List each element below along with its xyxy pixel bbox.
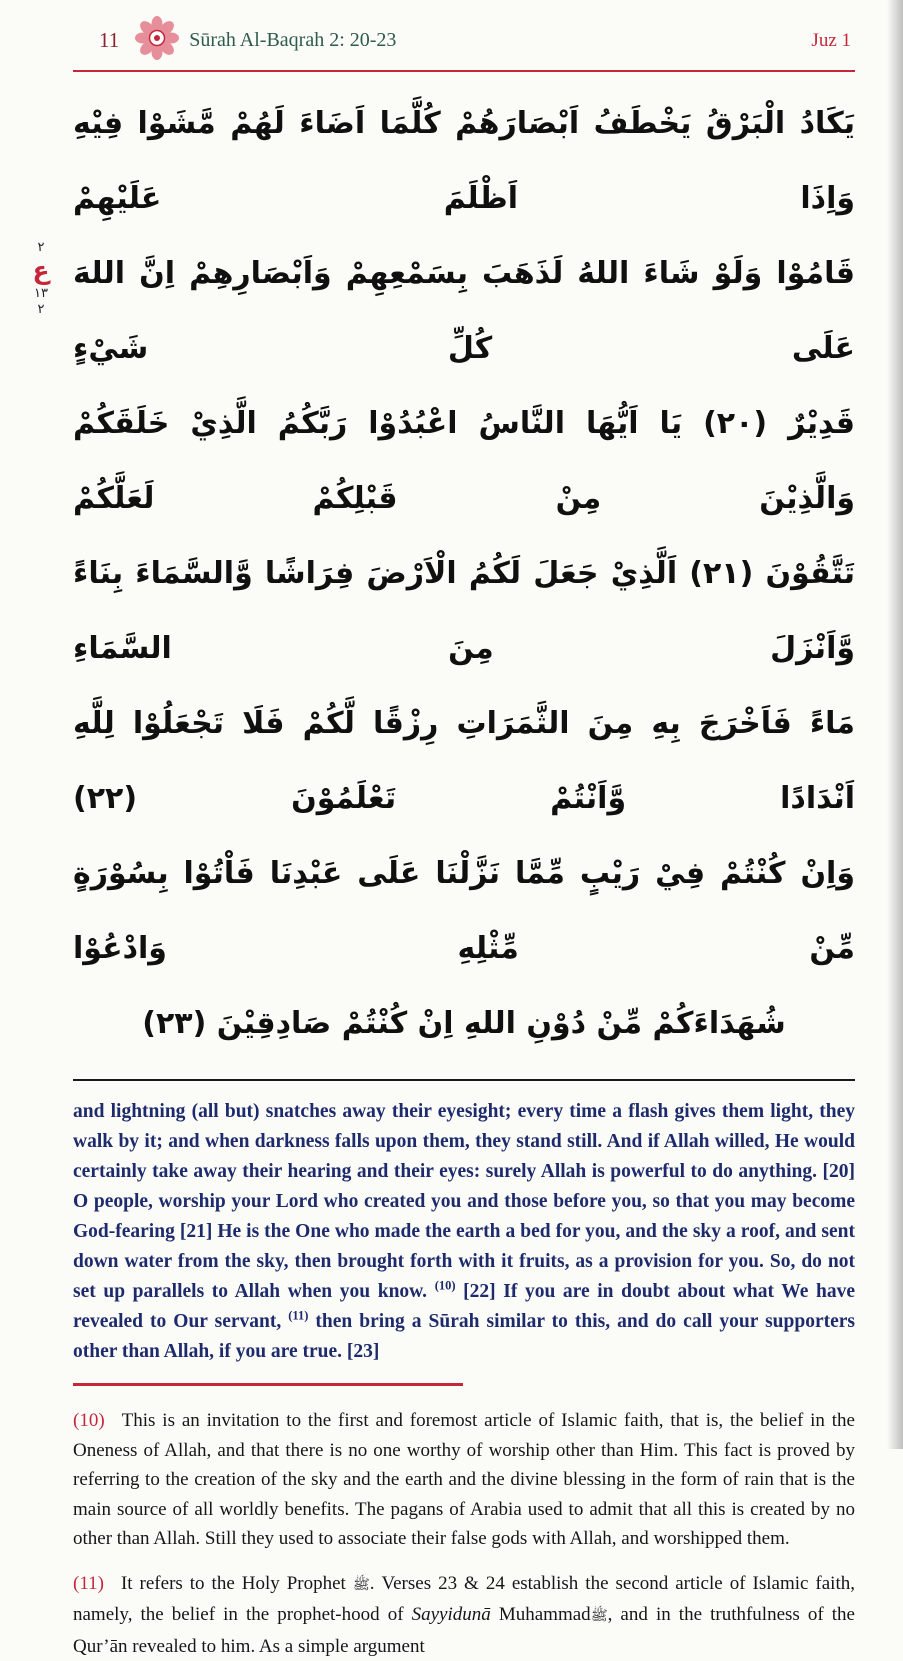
ruku-count-mid: ١٣: [22, 286, 60, 302]
arabic-line-5: مَاءً فَاَخْرَجَ بِهِ مِنَ الثَّمَرَاتِ رِزْقًا لَّكُمْ فَلَا تَجْعَلُوْا لِلَّهِ اَنْدَادًا وَّاَنْتُمْ تَعْلَمُوْنَ (٢٢): [73, 686, 855, 836]
page-number: 11: [99, 28, 119, 53]
text-run: , and in the truthfulness of the Qur’ān revealed to him. As a simple argument: [73, 1604, 855, 1657]
text-run: This is an invitation to the first and foremost article of Islamic faith, that is, the belief in the Oneness of Allah, and that there is no one worthy of worship other than Him. This fact is proved by referring to the creation of the sky and the earth and the divine blessing in the form of rain that is the main source of all worldly benefits. The pagans of Arabia used to admit that all this is created by no other than Allah. Still they used to associate their false gods with Allah, and worshipped them.: [73, 1410, 855, 1549]
page-header: [73, 16, 855, 65]
footnote-number: (10): [73, 1410, 122, 1431]
arabic-line-6: وَاِنْ كُنْتُمْ فِيْ رَيْبٍ مِّمَّا نَزَّلْنَا عَلَى عَبْدِنَا فَاْتُوْا بِسُوْرَةٍ مِّنْ مِّثْلِهِ وَادْعُوْا: [73, 836, 855, 986]
text-run: . Verses 23 & 24 establish the second article of Islamic faith, namely, the belief in the prophet-hood of: [73, 1573, 855, 1626]
rosette-icon: [135, 16, 179, 65]
text-run: It refers to the Holy Prophet: [121, 1573, 353, 1594]
text-run: then bring a Sūrah similar to this, and do call your supporters other than Allah, if you are true. [23]: [73, 1311, 855, 1362]
text-run: [22] If you are in doubt about what We have revealed to Our servant,: [73, 1281, 855, 1332]
arabic-line-7: شُهَدَاءَكُمْ مِّنْ دُوْنِ اللهِ اِنْ كُنْتُمْ صَادِقِيْنَ (٢٣): [73, 986, 855, 1061]
salawat-symbol: ﷺ: [591, 1608, 608, 1624]
ruku-marker: [22, 240, 60, 318]
ain-ruku-icon: ع: [22, 256, 60, 286]
scan-edge-shadow: [887, 0, 903, 1449]
text-run: and lightning (all but) snatches away their eyesight; every time a flash gives them light, they walk by it; and when darkness falls upon them, they stand still. And if Allah willed, He would certainly take away their hearing and their eyes: surely Allah is powerful to do anything. [20] O people, worship your Lord who created you and those before you, so that you may become God-fearing [21] He is the One who made the earth a bed for you, and the sky a roof, and sent down water from the sky, then brought forth with it fruits, as a provision for you. So, do not set up parallels to Allah when you know.: [73, 1101, 855, 1302]
footnotes-section: [73, 1406, 855, 1661]
arabic-text-block: [73, 86, 855, 1061]
footnote-divider: [73, 1383, 463, 1386]
text-run: Muhammad: [491, 1604, 591, 1625]
footnote-2: [73, 1569, 855, 1661]
footnote-number: (11): [73, 1573, 121, 1594]
juz-label: Juz 1: [811, 30, 851, 52]
footnote-1: [73, 1406, 855, 1554]
footnote-ref: (11): [288, 1309, 308, 1323]
arabic-line-3: قَدِيْرٌ (٢٠) يَا اَيُّهَا النَّاسُ اعْبُدُوْا رَبَّكُمُ الَّذِيْ خَلَقَكُمْ وَالَّذِيْنَ مِنْ قَبْلِكُمْ لَعَلَّكُمْ: [73, 386, 855, 536]
ruku-count-bottom: ٢: [22, 302, 60, 318]
footnote-ref: (10): [435, 1279, 456, 1293]
header-rule: [73, 70, 855, 72]
arabic-divider: [73, 1079, 855, 1081]
arabic-line-1: يَكَادُ الْبَرْقُ يَخْطَفُ اَبْصَارَهُمْ كُلَّمَا اَضَاءَ لَهُمْ مَّشَوْا فِيْهِ وَاِذَا اَظْلَمَ عَلَيْهِمْ: [73, 86, 855, 236]
surah-title: Sūrah Al-Baqrah 2: 20-23: [189, 29, 811, 52]
arabic-line-4: تَتَّقُوْنَ (٢١) اَلَّذِيْ جَعَلَ لَكُمُ الْاَرْضَ فِرَاشًا وَّالسَّمَاءَ بِنَاءً وَّاَنْزَلَ مِنَ السَّمَاءِ: [73, 536, 855, 686]
italic-text: Sayyidunā: [412, 1604, 491, 1625]
salawat-symbol: ﷺ: [353, 1577, 370, 1593]
arabic-line-2: قَامُوْا وَلَوْ شَاءَ اللهُ لَذَهَبَ بِسَمْعِهِمْ وَاَبْصَارِهِمْ اِنَّ اللهَ عَلَى كُلِّ شَيْءٍ: [73, 236, 855, 386]
ruku-count-top: ٢: [22, 240, 60, 256]
translation-paragraph: [73, 1097, 855, 1367]
